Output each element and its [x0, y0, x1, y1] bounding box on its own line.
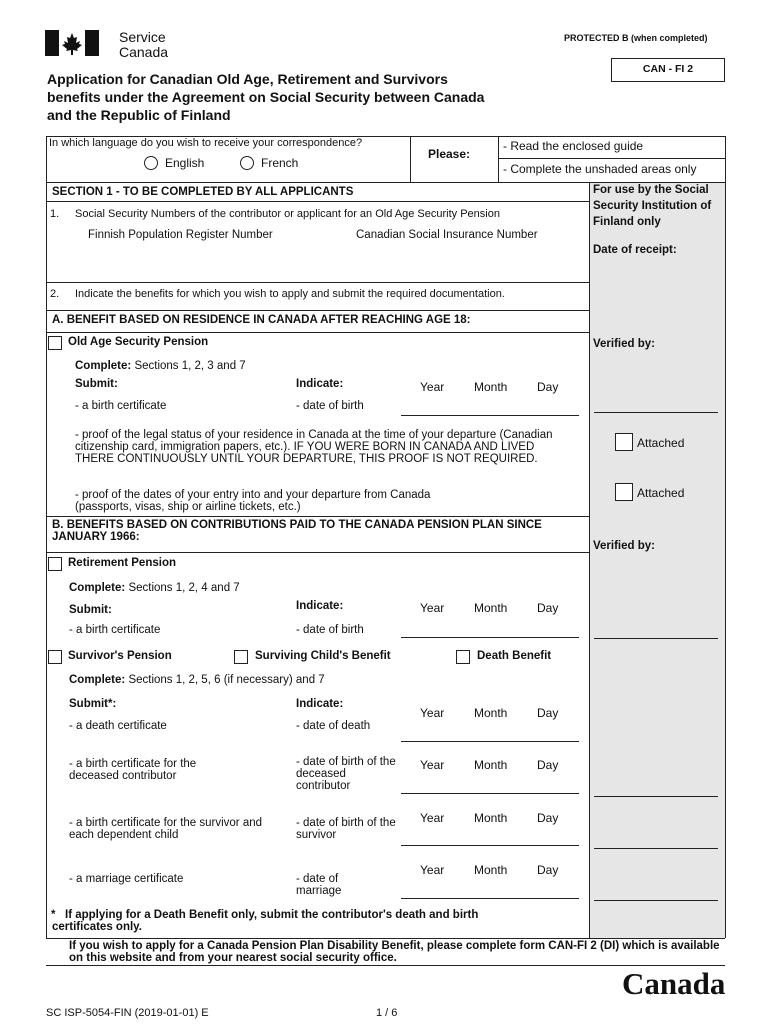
partA-complete: Complete: Sections 1, 2, 3 and 7 — [75, 360, 246, 372]
survivor-checkbox[interactable] — [48, 650, 62, 664]
bc-survivor: - a birth certificate for the survivor and each dependent child — [69, 817, 263, 841]
death-month: Month — [474, 706, 508, 720]
dob-survivor-field[interactable] — [401, 845, 579, 846]
verified-a-line[interactable] — [594, 412, 718, 413]
canada-wordmark: Canada — [622, 966, 726, 1001]
dept-name-service: Service — [119, 29, 166, 45]
ret-dob-field[interactable] — [401, 637, 579, 638]
partB-indicate: Indicate: — [296, 600, 344, 612]
attached1-checkbox[interactable] — [615, 433, 633, 451]
partB-indicate-2: Indicate: — [296, 698, 344, 710]
sidebar-line-2[interactable] — [594, 848, 718, 849]
q2-text: Indicate the benefits for which you wish to apply and submit the required documentation. — [75, 288, 505, 300]
attached2-checkbox[interactable] — [615, 483, 633, 501]
form-title: Application for Canadian Old Age, Retirement and Survivors benefits under the Agreement on Social Security between Canada and the Republic of Finland — [47, 71, 485, 123]
death-day: Day — [537, 706, 559, 720]
death-benefit-label: Death Benefit — [477, 650, 552, 662]
dob-deceased: - date of birth of the deceased contributor — [296, 756, 396, 792]
child-benefit-label: Surviving Child's Benefit — [255, 650, 391, 662]
deceased-day: Day — [537, 758, 559, 772]
partB-submit: Submit: — [69, 604, 112, 616]
please-label: Please: — [428, 147, 471, 161]
form-code: CAN - FI 2 — [642, 63, 694, 75]
verified-b-label: Verified by: — [593, 540, 655, 552]
retirement-label: Retirement Pension — [68, 557, 176, 569]
date-death-field[interactable] — [401, 741, 579, 742]
ret-day: Day — [537, 601, 559, 615]
canada-flag-logo — [45, 30, 99, 56]
survivor-label: Survivor's Pension — [68, 650, 172, 662]
office-use-shade — [589, 182, 725, 938]
partA-day: Day — [537, 380, 559, 394]
form-code-box — [611, 58, 725, 82]
dept-name-canada: Canada — [119, 44, 169, 60]
canadian-sin-field[interactable] — [356, 245, 576, 275]
q1-number: 1. — [50, 208, 60, 220]
date-marriage-field[interactable] — [401, 898, 579, 899]
ret-year: Year — [420, 601, 445, 615]
page-number: 1 / 6 — [376, 1007, 398, 1019]
instruction-guide: - Read the enclosed guide — [503, 139, 644, 153]
partA-year: Year — [420, 380, 445, 394]
instruction-unshaded: - Complete the unshaded areas only — [503, 162, 697, 176]
language-question: In which language do you wish to receive your correspondence? — [49, 137, 363, 149]
footer-form-code: SC ISP-5054-FIN (2019-01-01) E — [46, 1007, 209, 1019]
death-cert: - a death certificate — [69, 720, 167, 732]
dob-deceased-field[interactable] — [401, 793, 579, 794]
ret-month: Month — [474, 601, 508, 615]
partA-dob-field[interactable] — [401, 415, 579, 416]
disability-note: If you wish to apply for a Canada Pension Plan Disability Benefit, please complete form CAN-FI 2 (DI) which is available on this website and from your nearest social security office. — [69, 940, 720, 964]
date-death: - date of death — [296, 720, 371, 732]
partA-birth-cert: - a birth certificate — [75, 400, 167, 412]
survivor-day: Day — [537, 811, 559, 825]
section1-title: SECTION 1 - TO BE COMPLETED BY ALL APPLICANTS — [52, 186, 354, 198]
marriage-year: Year — [420, 863, 445, 877]
finnish-number-label: Finnish Population Register Number — [88, 229, 273, 241]
partA-proof-legal: - proof of the legal status of your residence in Canada at the time of your departure (Canadian citizenship card, immigration papers, etc.). IF YOU WERE BORN IN CANADA AND LIVED THERE CONTINUOUSLY UNTIL YOUR DEPARTURE, THIS PROOF IS NOT REQUIRED. — [75, 429, 553, 465]
sidebar-line-3[interactable] — [594, 900, 718, 901]
ret-date-birth: - date of birth — [296, 624, 364, 636]
partA-title: A. BENEFIT BASED ON RESIDENCE IN CANADA AFTER REACHING AGE 18: — [52, 314, 471, 326]
protected-label: PROTECTED B (when completed) — [564, 33, 708, 43]
english-label: English — [165, 156, 205, 170]
bc-deceased: - a birth certificate for the deceased contributor — [69, 758, 197, 782]
attached1-label: Attached — [637, 436, 685, 450]
q2-number: 2. — [50, 288, 60, 300]
survivor-year: Year — [420, 811, 445, 825]
death-year: Year — [420, 706, 445, 720]
office-use-label: For use by the Social Security Institution of Finland only — [593, 184, 712, 228]
q1-text: Social Security Numbers of the contributor or applicant for an Old Age Security Pension — [75, 208, 500, 220]
partB-title: B. BENEFITS BASED ON CONTRIBUTIONS PAID TO THE CANADA PENSION PLAN SINCE JANUARY 1966: — [52, 519, 542, 543]
english-radio[interactable] — [144, 156, 158, 170]
deceased-month: Month — [474, 758, 508, 772]
oas-label: Old Age Security Pension — [68, 336, 209, 348]
partA-submit: Submit: — [75, 378, 118, 390]
verified-b-line[interactable] — [594, 638, 718, 639]
finnish-number-field[interactable] — [88, 245, 328, 275]
attached2-label: Attached — [637, 486, 685, 500]
marriage-month: Month — [474, 863, 508, 877]
sidebar-line-1[interactable] — [594, 796, 718, 797]
marriage-cert: - a marriage certificate — [69, 873, 184, 885]
marriage-day: Day — [537, 863, 559, 877]
partA-month: Month — [474, 380, 508, 394]
retirement-checkbox[interactable] — [48, 557, 62, 571]
ret-birth-cert: - a birth certificate — [69, 624, 161, 636]
deceased-year: Year — [420, 758, 445, 772]
dob-survivor: - date of birth of the survivor — [296, 817, 396, 841]
oas-checkbox[interactable] — [48, 336, 62, 350]
partB-complete-ret: Complete: Sections 1, 2, 4 and 7 — [69, 582, 240, 594]
verified-a-label: Verified by: — [593, 338, 655, 350]
death-benefit-checkbox[interactable] — [456, 650, 470, 664]
date-receipt-label: Date of receipt: — [593, 244, 677, 256]
partB-complete-surv: Complete: Sections 1, 2, 5, 6 (if necessary) and 7 — [69, 674, 325, 686]
partA-indicate: Indicate: — [296, 378, 344, 390]
partB-submit-star: Submit*: — [69, 698, 117, 710]
partA-date-birth: - date of birth — [296, 400, 364, 412]
canadian-sin-label: Canadian Social Insurance Number — [356, 229, 538, 241]
french-radio[interactable] — [240, 156, 254, 170]
survivor-month: Month — [474, 811, 508, 825]
footnote-text: If applying for a Death Benefit only, submit the contributor's death and birth certificates only. — [52, 909, 479, 933]
partA-proof-dates: - proof of the dates of your entry into and your departure from Canada (passports, visas, ship or airline tickets, etc.) — [75, 489, 431, 513]
footnote-star: * — [51, 909, 56, 921]
date-marriage: - date of marriage — [296, 873, 342, 897]
french-label: French — [261, 156, 299, 170]
child-benefit-checkbox[interactable] — [234, 650, 248, 664]
